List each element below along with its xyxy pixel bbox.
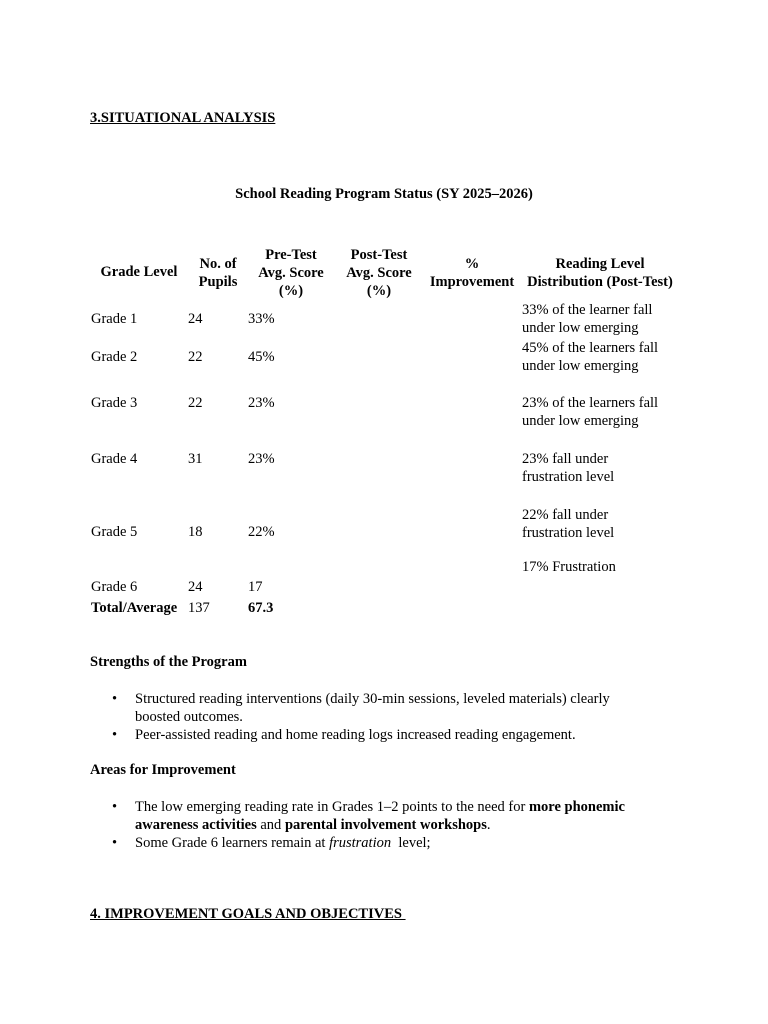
table-cell-pre: 22% [248, 524, 275, 540]
header-grade-level: Grade Level [100, 264, 178, 280]
list-item: • Some Grade 6 learners remain at frustration level; [90, 834, 710, 852]
strengths-list [90, 690, 710, 744]
table-total-pre: 67.3 [248, 600, 274, 616]
table-cell-pre: 17 [248, 579, 263, 595]
table-title: School Reading Program Status (SY 2025–2026) [235, 186, 533, 202]
table-cell-grade: Grade 3 [91, 395, 138, 411]
table-cell-distribution: 33% of the learner fall under low emerging [522, 302, 653, 336]
table-cell-distribution: 23% fall under frustration level [522, 451, 615, 485]
table-cell-pupils: 22 [188, 395, 203, 411]
table-cell-distribution: 23% of the learners fall under low emerging [522, 395, 659, 429]
table-cell-grade: Grade 1 [91, 311, 138, 327]
section-3-heading: 3.SITUATIONAL ANALYSIS [90, 110, 276, 126]
table-cell-pupils: 31 [188, 451, 203, 467]
table-cell-pupils: 22 [188, 349, 203, 365]
header-pre-test: Pre-Test Avg. Score (%) [258, 247, 324, 299]
table-cell-distribution: 17% Frustration [522, 559, 616, 575]
table-cell-grade: Grade 5 [91, 524, 138, 540]
table-cell-grade: Grade 4 [91, 451, 138, 467]
header-post-test: Post-Test Avg. Score (%) [346, 247, 412, 299]
table-cell-pre: 23% [248, 395, 275, 411]
table-cell-grade: Grade 2 [91, 349, 138, 365]
table-total-pupils: 137 [188, 600, 210, 616]
table-cell-pre: 45% [248, 349, 275, 365]
table-cell-pre: 33% [248, 311, 275, 327]
table-cell-grade: Grade 6 [91, 579, 138, 595]
header-pupils: No. of Pupils [198, 256, 238, 290]
table-cell-pre: 23% [248, 451, 275, 467]
list-item: • The low emerging reading rate in Grades 1–2 points to the need for more phonemic awareness activities and parental involvement workshops. [90, 798, 710, 834]
list-item: • Peer-assisted reading and home reading logs increased reading engagement. [90, 726, 710, 744]
header-improvement: % Improvement [429, 256, 515, 290]
table-cell-distribution: 22% fall under frustration level [522, 507, 615, 541]
list-item: • Structured reading interventions (daily 30-min sessions, leveled materials) clearly boosted outcomes. [90, 690, 710, 726]
table-cell-pupils: 24 [188, 311, 203, 327]
improvement-list [90, 798, 710, 852]
table-cell-distribution: 45% of the learners fall under low emerging [522, 340, 659, 374]
improvement-heading: Areas for Improvement [90, 762, 236, 778]
table-total-label: Total/Average [91, 600, 178, 616]
section-4-heading: 4. IMPROVEMENT GOALS AND OBJECTIVES [90, 906, 406, 922]
header-distribution: Reading Level Distribution (Post-Test) [527, 256, 673, 290]
table-cell-pupils: 24 [188, 579, 203, 595]
table-cell-pupils: 18 [188, 524, 203, 540]
strengths-heading: Strengths of the Program [90, 654, 247, 670]
